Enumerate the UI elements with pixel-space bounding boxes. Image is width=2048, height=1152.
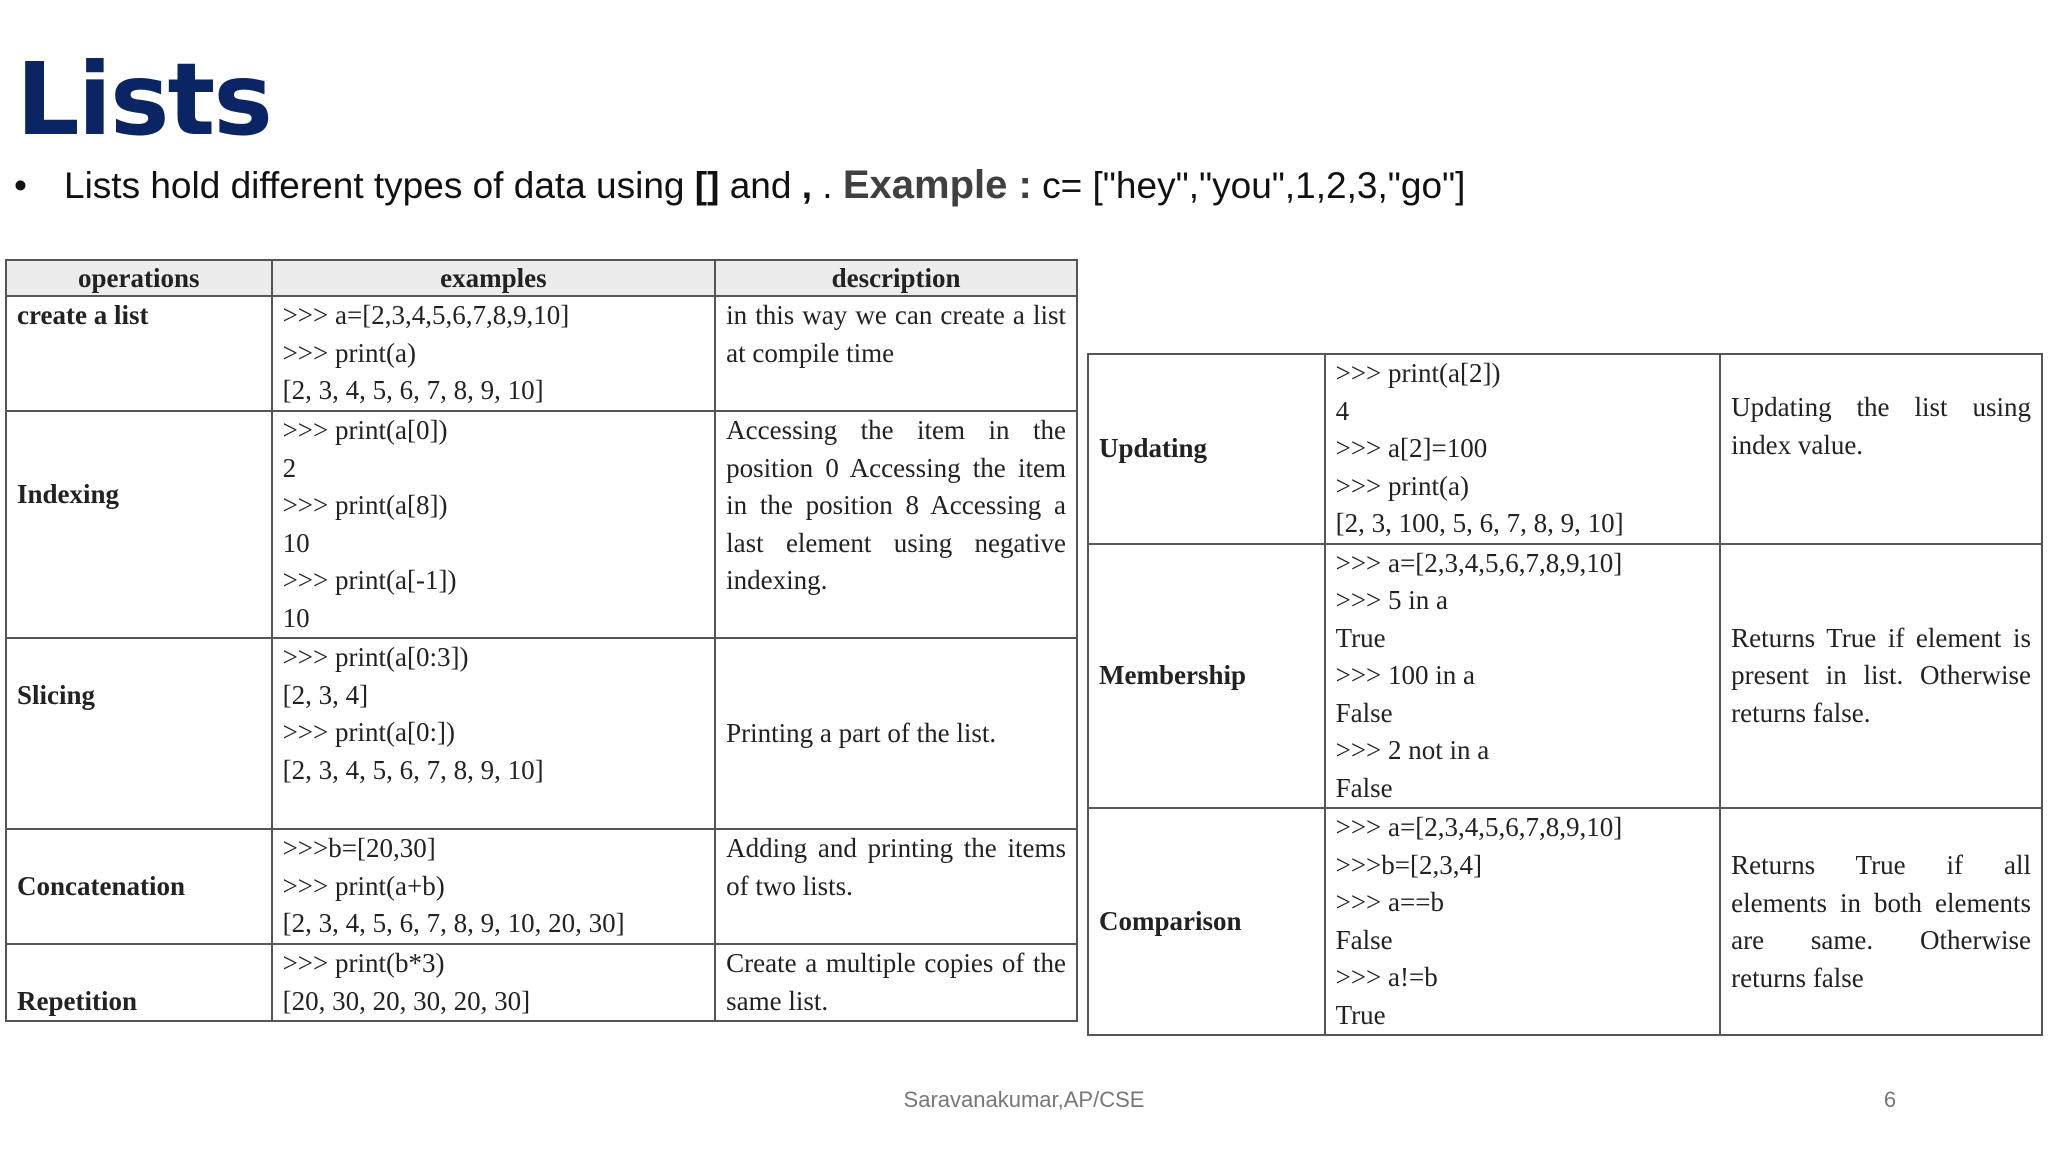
code-line: >>> a=[2,3,4,5,6,7,8,9,10] [282,300,570,330]
description-cell: in this way we can create a list at compile time [715,296,1077,411]
code-line: >>> print(a[2]) [1335,358,1501,388]
examples-cell [1325,354,1721,544]
examples-cell [272,944,716,1021]
bullet-text-3: . [812,165,843,206]
code-line: >>> print(a+b) [282,870,445,901]
bullet-comma: , [801,165,813,206]
code-line: >>> a=[2,3,4,5,6,7,8,9,10] [1335,547,1623,578]
operation-cell: Concatenation [6,829,272,944]
bullet-text-1: Lists hold different types of data using [64,165,695,206]
example-code: c= ["hey","you",1,2,3,"go"] [1031,165,1466,206]
code-line: >>> print(a[0:3]) [282,642,469,672]
code-line: 10 [282,527,310,558]
code-line: >>> a=[2,3,4,5,6,7,8,9,10] [1335,812,1623,842]
examples-cell [1325,808,1721,1035]
table-row [1088,544,2042,809]
code-line: >>> print(a[0]) [282,415,448,445]
description-cell: Create a multiple copies of the same list. [715,944,1077,1021]
code-line: False [1335,924,1393,955]
operation-cell: create a list [6,296,272,411]
code-line: >>> print(a) [1335,470,1469,501]
code-line: >>> 100 in a [1335,660,1476,690]
footer-author: Saravanakumar,AP/CSE [903,1087,1145,1112]
code-line: >>> 2 not in a [1335,735,1490,765]
table-row [6,296,1077,411]
list-operations-table-right [1087,353,2043,1036]
code-line: [2, 3, 4] [282,679,369,710]
operation-cell: Indexing [6,411,272,638]
list-operations-table-left [5,259,1078,1022]
code-line: >>> print(a[-1]) [282,565,457,595]
table-header-row [6,260,1077,296]
code-line: >>> 5 in a [1335,585,1449,615]
bullet-marker: • [14,165,27,206]
code-line: [2, 3, 4, 5, 6, 7, 8, 9, 10] [282,375,544,405]
description-cell: Adding and printing the items of two lists. [715,829,1077,944]
code-line: >>> a!=b [1335,962,1438,992]
code-line: >>>b=[20,30] [282,833,436,863]
slide-title: Lists [16,41,271,158]
examples-cell [1325,544,1721,809]
examples-cell [272,638,716,829]
code-line: >>> print(b*3) [282,948,445,978]
code-line: 2 [282,452,297,483]
description-cell: Printing a part of the list. [715,638,1077,829]
table-row [6,411,1077,638]
code-line: >>> print(a[8]) [282,490,448,520]
header-examples: examples [272,260,716,296]
code-line: >>> print(a) [282,337,416,368]
examples-cell [272,296,716,411]
table-row [1088,808,2042,1035]
code-line: True [1335,622,1386,653]
header-operations: operations [6,260,272,296]
code-line: 10 [282,602,310,633]
table-row [6,638,1077,829]
bullet-point [14,160,1465,211]
examples-cell [272,411,716,638]
table-row [6,944,1077,1021]
description-cell: Accessing the item in the position 0 Accessing the item in the position 8 Accessing a last element using negative indexing. [715,411,1077,638]
description-cell: Updating the list using index value. [1720,354,2042,544]
code-line: 4 [1335,395,1350,426]
code-line: [2, 3, 4, 5, 6, 7, 8, 9, 10] [282,754,544,785]
description-cell: Returns True if element is present in list. Otherwise returns false. [1720,544,2042,809]
code-line: >>>b=[2,3,4] [1335,849,1482,880]
operation-cell: Updating [1088,354,1325,544]
code-line: [20, 30, 20, 30, 20, 30] [282,985,531,1016]
example-label: Example : [842,163,1032,207]
table-row [6,829,1077,944]
code-line: False [1335,772,1393,803]
code-line: True [1335,999,1386,1030]
bullet-brackets: [] [694,165,720,206]
code-line: [2, 3, 100, 5, 6, 7, 8, 9, 10] [1335,508,1624,538]
operation-cell: Comparison [1088,808,1325,1035]
code-line: >>> a[2]=100 [1335,433,1488,463]
code-line: >>> print(a[0:]) [282,717,455,747]
table-row [1088,354,2042,544]
examples-cell [272,829,716,944]
code-line: >>> a==b [1335,887,1444,917]
code-line: [2, 3, 4, 5, 6, 7, 8, 9, 10, 20, 30] [282,908,625,938]
bullet-text-2: and [719,165,802,206]
header-description: description [715,260,1077,296]
page-number: 6 [1883,1087,1897,1112]
operation-cell: Slicing [6,638,272,829]
operation-cell: Membership [1088,544,1325,809]
code-line: False [1335,697,1393,728]
description-cell: Returns True if all elements in both elements are same. Otherwise returns false [1720,808,2042,1035]
operation-cell: Repetition [6,944,272,1021]
